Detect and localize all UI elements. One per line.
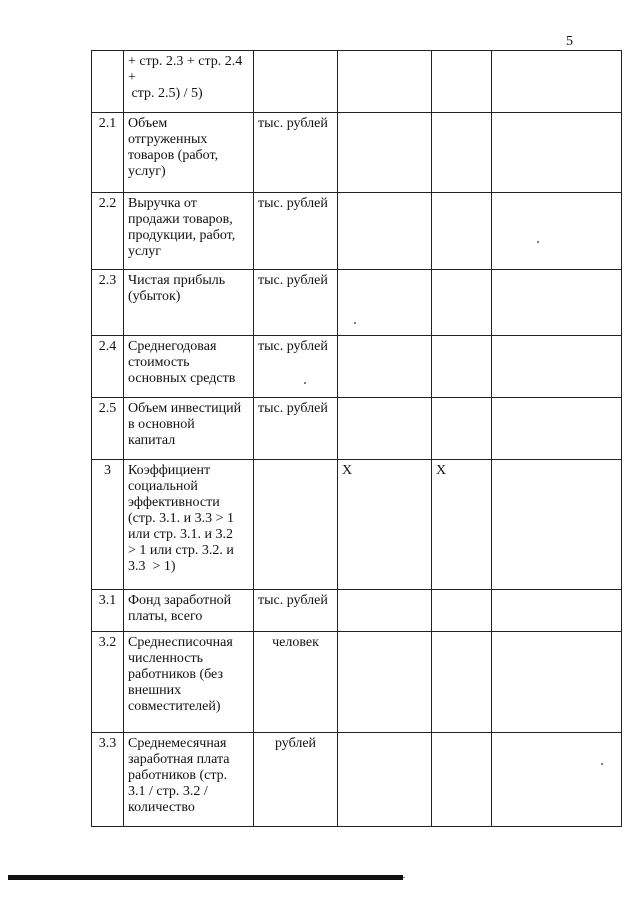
value-cell-col5 (432, 51, 492, 113)
indicators-table-body (92, 51, 622, 827)
indicator-name-line: работников (без (128, 667, 223, 682)
indicator-name-line: эффективности (128, 495, 220, 510)
indicator-name-line: Объем (128, 116, 168, 131)
indicator-name-line: численность (128, 651, 203, 666)
row-number-cell (92, 51, 124, 113)
table-row (92, 336, 622, 398)
row-number-cell: 2.1 (92, 113, 124, 193)
value-cell-col6 (492, 398, 622, 460)
row-number-cell: 2.3 (92, 270, 124, 336)
indicator-name-line: основных средств (128, 371, 236, 386)
value-cell-col4 (338, 733, 432, 827)
indicator-name-line: совместителей) (128, 699, 221, 714)
value-cell-col4 (338, 113, 432, 193)
unit-cell (254, 51, 338, 113)
scan-speck (601, 763, 603, 765)
indicator-name-line: товаров (работ, (128, 148, 219, 163)
value-cell-col6 (492, 733, 622, 827)
indicator-name-cell (124, 733, 254, 827)
indicator-name-line: внешних (128, 683, 182, 698)
indicator-name-line: Фонд заработной (128, 593, 232, 608)
table-row (92, 113, 622, 193)
indicator-name-line: услуг (128, 244, 161, 259)
indicator-name-line: + стр. 2.3 + стр. 2.4 (128, 54, 243, 69)
indicator-name-line: Среднесписочная (128, 635, 233, 650)
row-number-cell: 3.3 (92, 733, 124, 827)
value-cell-col4 (338, 590, 432, 632)
row-number-cell: 2.5 (92, 398, 124, 460)
indicator-name-line: (стр. 3.1. и 3.3 > 1 (128, 511, 235, 526)
indicator-name-line: платы, всего (128, 609, 203, 624)
indicator-name-cell (124, 193, 254, 270)
indicator-name-line: Объем инвестиций (128, 401, 242, 416)
indicator-name-line: стоимость (128, 355, 190, 370)
value-cell-col6 (492, 270, 622, 336)
row-number-cell: 3.1 (92, 590, 124, 632)
table-row (92, 733, 622, 827)
table-row (92, 460, 622, 590)
value-cell-col4 (338, 193, 432, 270)
value-cell-col5 (432, 632, 492, 733)
indicator-name-line: стр. 2.5) / 5) (128, 86, 203, 101)
value-cell-col6 (492, 460, 622, 590)
indicators-table (91, 50, 622, 827)
value-cell-col5 (432, 193, 492, 270)
value-cell-col4 (338, 336, 432, 398)
scan-edge-line (403, 877, 405, 878)
indicator-name-line: продукции, работ, (128, 228, 236, 243)
unit-cell: тыс. рублей (254, 336, 338, 398)
indicator-name-line: Среднемесячная (128, 736, 227, 751)
indicator-name-cell (124, 336, 254, 398)
value-cell-col6 (492, 51, 622, 113)
row-number-cell: 3.2 (92, 632, 124, 733)
value-cell-col6 (492, 113, 622, 193)
indicator-name-line: в основной (128, 417, 195, 432)
indicator-name-cell (124, 270, 254, 336)
value-cell-col5 (432, 398, 492, 460)
indicator-name-cell (124, 632, 254, 733)
indicator-name-line: или стр. 3.1. и 3.2 (128, 527, 233, 542)
value-cell-col5: X (432, 460, 492, 590)
scan-speck (537, 241, 539, 243)
table-row (92, 270, 622, 336)
value-cell-col4 (338, 398, 432, 460)
value-cell-col5 (432, 336, 492, 398)
row-number-cell: 2.4 (92, 336, 124, 398)
indicator-name-line: количество (128, 800, 195, 815)
table-row (92, 398, 622, 460)
scan-speck (304, 382, 306, 384)
indicator-name-line: > 1 или стр. 3.2. и (128, 543, 234, 558)
unit-cell: тыс. рублей (254, 590, 338, 632)
scan-speck (354, 322, 356, 324)
unit-cell: тыс. рублей (254, 193, 338, 270)
page-number: 5 (566, 34, 573, 49)
unit-cell: тыс. рублей (254, 113, 338, 193)
value-cell-col4 (338, 632, 432, 733)
indicator-name-cell (124, 113, 254, 193)
value-cell-col6 (492, 590, 622, 632)
indicator-name-line: Среднегодовая (128, 339, 217, 354)
indicator-name-line: продажи товаров, (128, 212, 233, 227)
unit-cell (254, 460, 338, 590)
row-number-cell: 3 (92, 460, 124, 590)
table-row (92, 193, 622, 270)
row-number-cell: 2.2 (92, 193, 124, 270)
indicator-name-line: социальной (128, 479, 198, 494)
indicator-name-line: (убыток) (128, 289, 181, 304)
indicator-name-line: капитал (128, 433, 176, 448)
value-cell-col6 (492, 336, 622, 398)
indicator-name-line: + (128, 70, 136, 85)
indicator-name-line: 3.1 / стр. 3.2 / (128, 784, 208, 799)
unit-cell: тыс. рублей (254, 270, 338, 336)
indicator-name-line: Чистая прибыль (128, 273, 226, 288)
scan-edge-bar (8, 875, 403, 880)
indicator-name-line: работников (стр. (128, 768, 228, 783)
indicator-name-line: заработная плата (128, 752, 230, 767)
value-cell-col6 (492, 632, 622, 733)
table-row (92, 51, 622, 113)
indicator-name-line: услуг) (128, 164, 166, 179)
table-row (92, 632, 622, 733)
value-cell-col5 (432, 733, 492, 827)
value-cell-col4: X (338, 460, 432, 590)
indicator-name-cell (124, 590, 254, 632)
table-row (92, 590, 622, 632)
unit-cell: тыс. рублей (254, 398, 338, 460)
indicator-name-line: Выручка от (128, 196, 197, 211)
indicator-name-cell (124, 398, 254, 460)
indicator-name-cell (124, 51, 254, 113)
value-cell-col5 (432, 270, 492, 336)
value-cell-col4 (338, 51, 432, 113)
indicator-name-line: Коэффициент (128, 463, 211, 478)
value-cell-col5 (432, 590, 492, 632)
indicator-name-cell (124, 460, 254, 590)
indicator-name-line: отгруженных (128, 132, 208, 147)
value-cell-col4 (338, 270, 432, 336)
indicator-name-line: 3.3 > 1) (128, 559, 176, 574)
value-cell-col5 (432, 113, 492, 193)
value-cell-col6 (492, 193, 622, 270)
unit-cell: человек (254, 632, 338, 733)
unit-cell: рублей (254, 733, 338, 827)
